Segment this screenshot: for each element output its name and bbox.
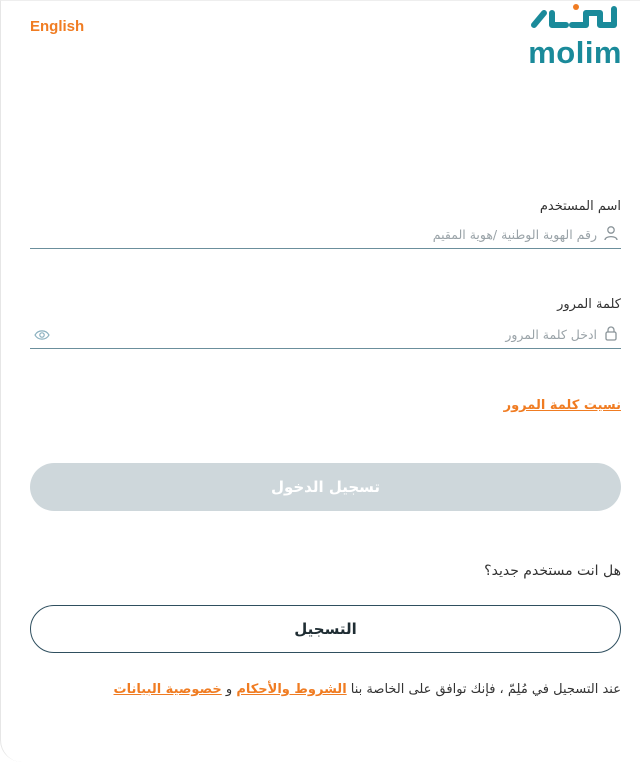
lock-icon [603, 325, 619, 341]
login-button[interactable]: تسجيل الدخول [30, 463, 621, 511]
terms-link[interactable]: الشروط والأحكام [236, 682, 347, 697]
username-label: اسم المستخدم [539, 199, 621, 214]
terms-notice [114, 682, 622, 697]
terms-conjunction: و [225, 682, 233, 697]
logo-text: molim [528, 35, 622, 70]
password-input[interactable] [60, 323, 597, 345]
privacy-link[interactable]: خصوصية البيانات [113, 682, 222, 697]
username-field-wrapper [30, 221, 621, 249]
new-user-prompt: هل انت مستخدم جديد؟ [484, 563, 621, 579]
user-icon [603, 225, 619, 241]
password-label: كلمة المرور [557, 297, 621, 312]
register-button[interactable]: التسجيل [30, 605, 621, 653]
logo-mark-icon [530, 3, 618, 35]
username-input[interactable] [60, 223, 597, 245]
language-toggle[interactable]: English [30, 18, 85, 35]
eye-icon[interactable] [34, 329, 50, 341]
forgot-password-link[interactable]: نسيت كلمة المرور [503, 398, 621, 413]
password-field-wrapper [30, 321, 621, 349]
terms-prefix: عند التسجيل في مُلِمّ ، فإنك توافق على الخاصة بنا [350, 682, 621, 697]
molim-logo [526, 3, 622, 69]
